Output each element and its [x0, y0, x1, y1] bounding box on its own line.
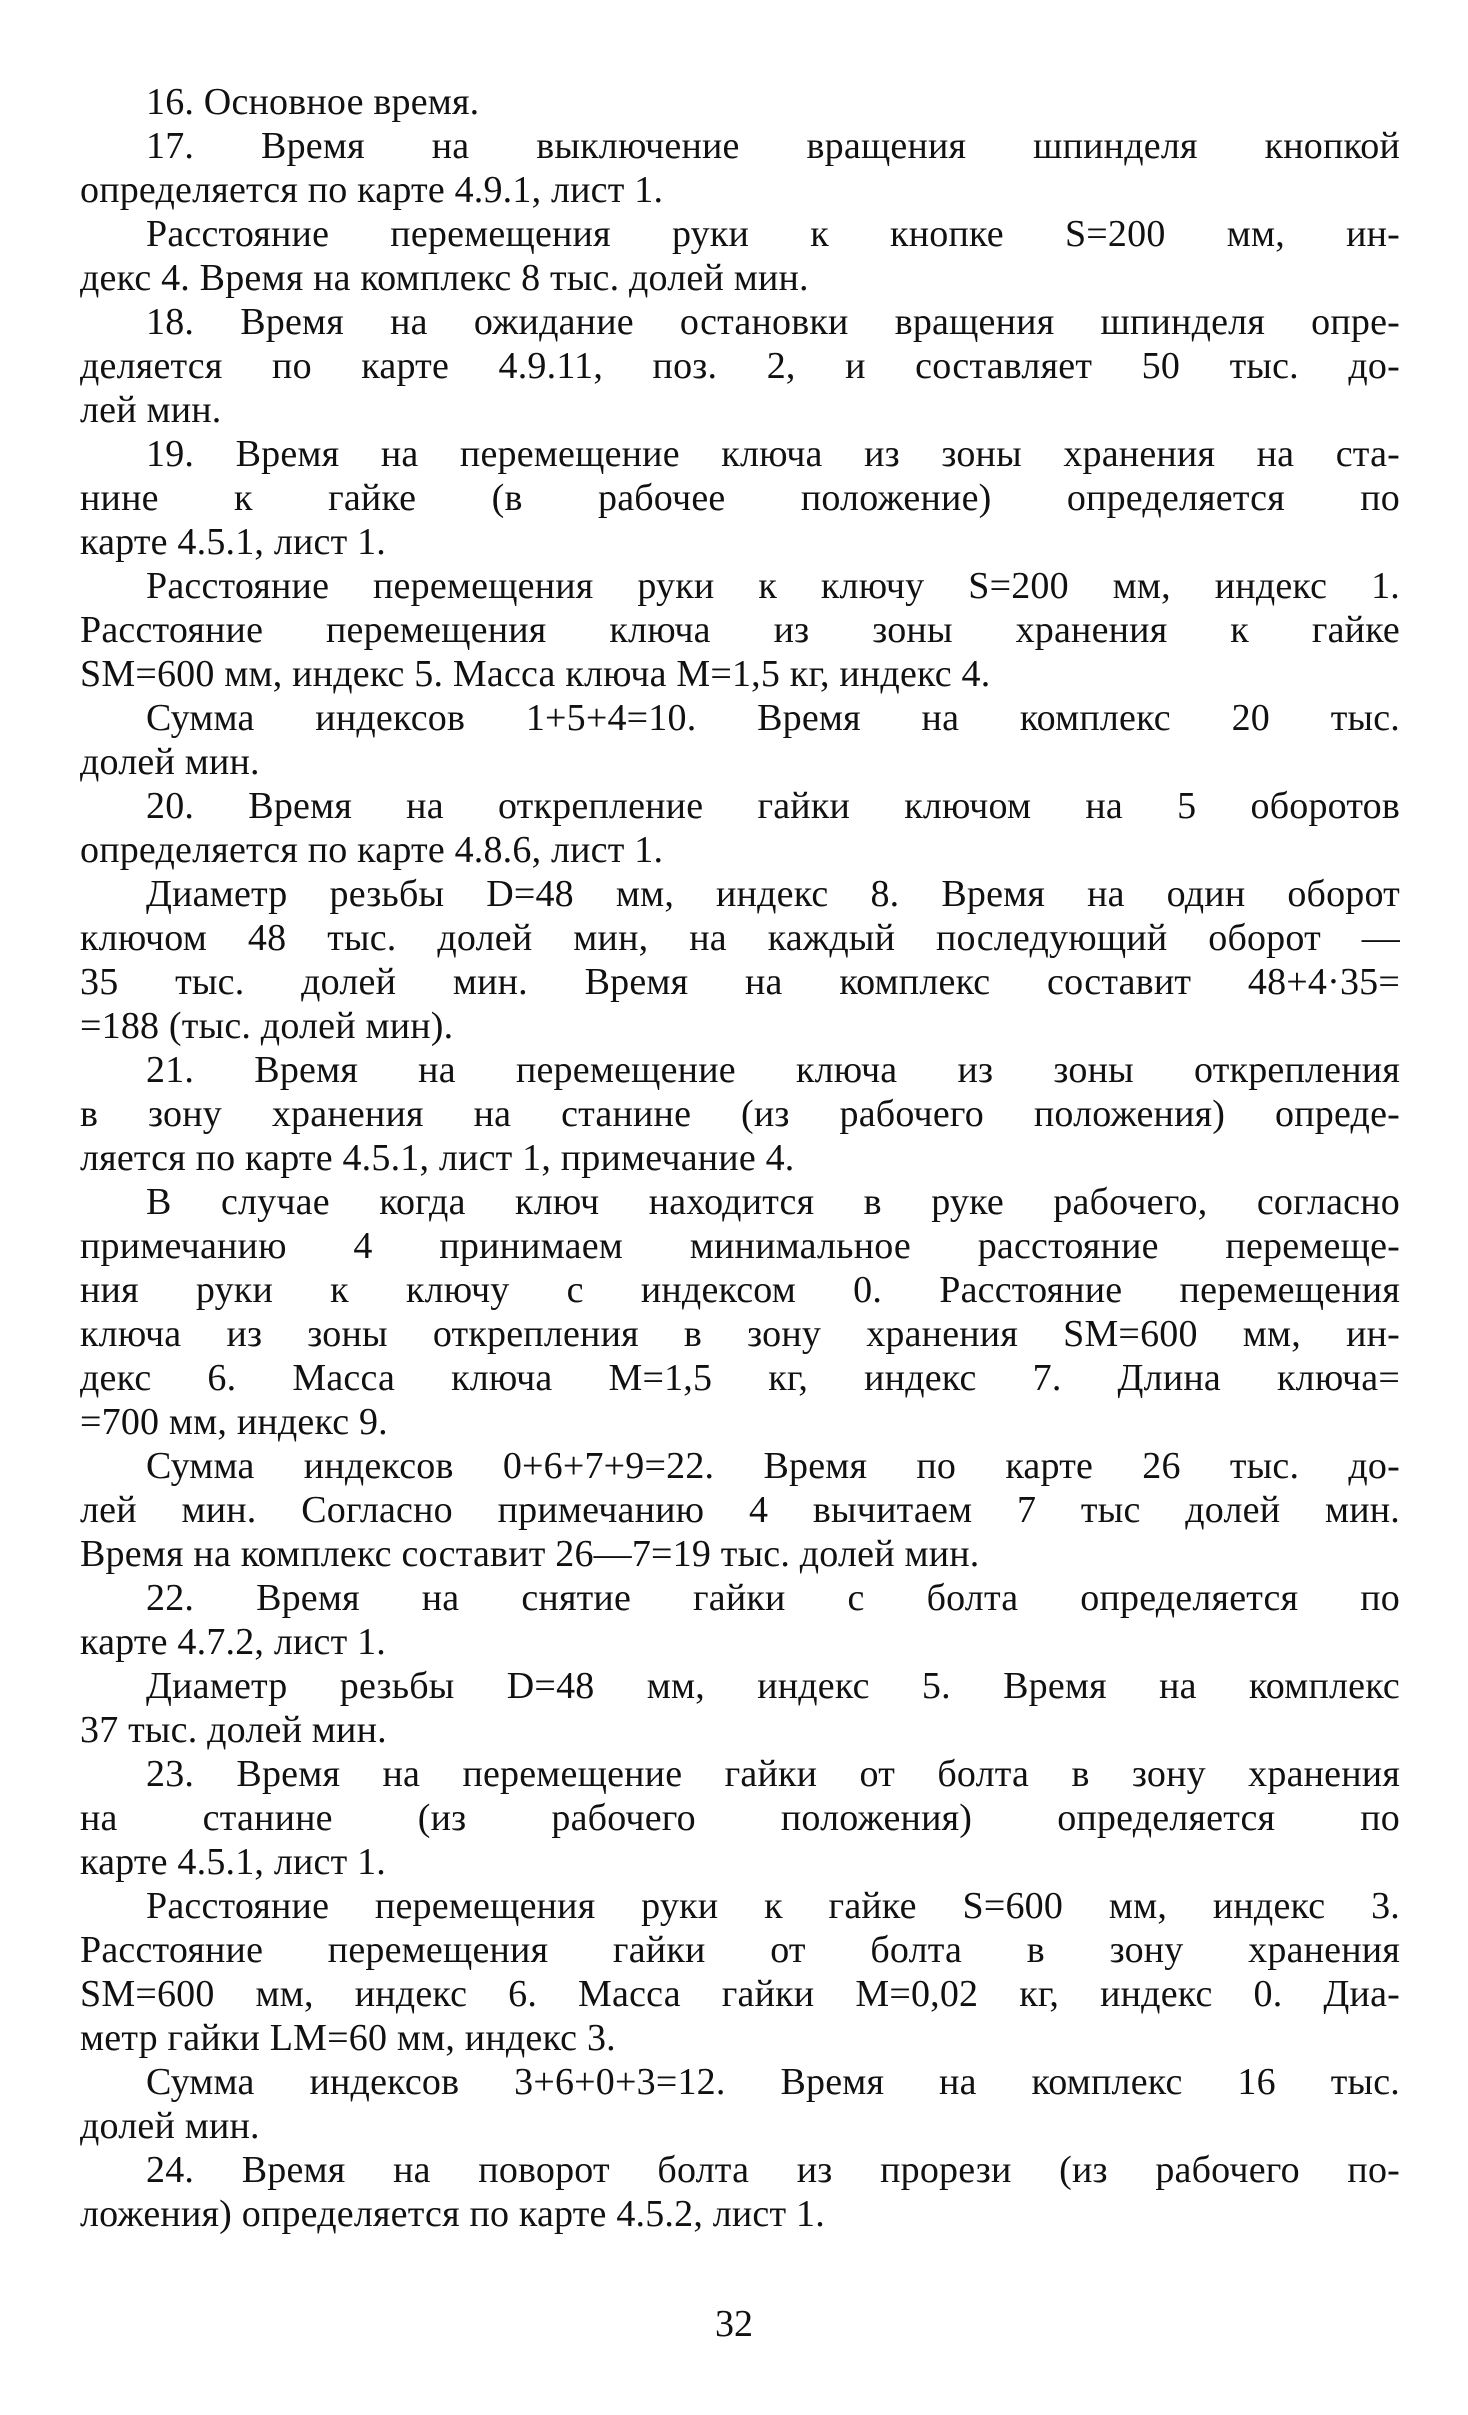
text-line: ключа из зоны открепления в зону хранения SM=600 мм, ин- [80, 1313, 1400, 1355]
text-line: лей мин. Согласно примечанию 4 вычитаем 7 тыс долей мин. [80, 1489, 1400, 1531]
text-line: ляется по карте 4.5.1, лист 1, примечание 4. [80, 1137, 795, 1179]
text-line: карте 4.5.1, лист 1. [80, 1841, 386, 1883]
body-text [80, 80, 1400, 2236]
text-line: 35 тыс. долей мин. Время на комплекс составит 48+4·35= [80, 961, 1400, 1003]
text-line: Расстояние перемещения ключа из зоны хранения к гайке [80, 609, 1400, 651]
text-line: Диаметр резьбы D=48 мм, индекс 5. Время на комплекс [146, 1665, 1400, 1707]
text-line: 24. Время на поворот болта из прорези (из рабочего по- [146, 2149, 1400, 2191]
text-line: долей мин. [80, 741, 260, 783]
text-line: Сумма индексов 0+6+7+9=22. Время по карте 26 тыс. до- [146, 1445, 1400, 1487]
text-line: 17. Время на выключение вращения шпинделя кнопкой [146, 125, 1400, 167]
text-line: карте 4.7.2, лист 1. [80, 1621, 386, 1663]
text-line: =700 мм, индекс 9. [80, 1401, 388, 1443]
text-line: 21. Время на перемещение ключа из зоны открепления [146, 1049, 1400, 1091]
text-line: карте 4.5.1, лист 1. [80, 521, 386, 563]
text-line: долей мин. [80, 2105, 260, 2147]
text-line: 23. Время на перемещение гайки от болта в зону хранения [146, 1753, 1400, 1795]
text-line: Расстояние перемещения руки к гайке S=600 мм, индекс 3. [146, 1885, 1400, 1927]
text-line: ключом 48 тыс. долей мин, на каждый последующий оборот — [80, 917, 1400, 959]
text-line: 22. Время на снятие гайки с болта определяется по [146, 1577, 1400, 1619]
text-line: Время на комплекс составит 26—7=19 тыс. долей мин. [80, 1533, 980, 1575]
text-line: SM=600 мм, индекс 6. Масса гайки M=0,02 кг, индекс 0. Диа- [80, 1973, 1400, 2015]
text-line: на станине (из рабочего положения) определяется по [80, 1797, 1400, 1839]
text-line: метр гайки LM=60 мм, индекс 3. [80, 2017, 616, 2059]
text-line: SM=600 мм, индекс 5. Масса ключа M=1,5 кг, индекс 4. [80, 653, 991, 695]
text-line: Расстояние перемещения гайки от болта в зону хранения [80, 1929, 1400, 1971]
text-line: В случае когда ключ находится в руке рабочего, согласно [146, 1181, 1400, 1223]
text-line: 20. Время на открепление гайки ключом на 5 оборотов [146, 785, 1400, 827]
text-line: Сумма индексов 3+6+0+3=12. Время на комплекс 16 тыс. [146, 2061, 1400, 2103]
text-line: 37 тыс. долей мин. [80, 1709, 387, 1751]
text-line: декс 6. Масса ключа M=1,5 кг, индекс 7. Длина ключа= [80, 1357, 1400, 1399]
text-line: ложения) определяется по карте 4.5.2, лист 1. [80, 2193, 825, 2235]
text-line: примечанию 4 принимаем минимальное расстояние перемеще- [80, 1225, 1400, 1267]
text-line: ния руки к ключу с индексом 0. Расстояние перемещения [80, 1269, 1400, 1311]
text-line: Сумма индексов 1+5+4=10. Время на комплекс 20 тыс. [146, 697, 1400, 739]
text-line: Диаметр резьбы D=48 мм, индекс 8. Время на один оборот [146, 873, 1400, 915]
text-line: нине к гайке (в рабочее положение) определяется по [80, 477, 1400, 519]
text-line: декс 4. Время на комплекс 8 тыс. долей мин. [80, 257, 809, 299]
text-line: лей мин. [80, 389, 222, 431]
text-line: 18. Время на ожидание остановки вращения шпинделя опре- [146, 301, 1400, 343]
text-line: =188 (тыс. долей мин). [80, 1005, 454, 1047]
text-line: 19. Время на перемещение ключа из зоны хранения на ста- [146, 433, 1400, 475]
text-line: 16. Основное время. [146, 81, 480, 123]
text-line: Расстояние перемещения руки к кнопке S=200 мм, ин- [146, 213, 1400, 255]
text-line: Расстояние перемещения руки к ключу S=200 мм, индекс 1. [146, 565, 1400, 607]
text-line: определяется по карте 4.9.1, лист 1. [80, 169, 664, 211]
text-line: в зону хранения на станине (из рабочего положения) опреде- [80, 1093, 1400, 1135]
text-line: определяется по карте 4.8.6, лист 1. [80, 829, 664, 871]
page-number: 32 [715, 2303, 753, 2345]
text-line: деляется по карте 4.9.11, поз. 2, и составляет 50 тыс. до- [80, 345, 1400, 387]
